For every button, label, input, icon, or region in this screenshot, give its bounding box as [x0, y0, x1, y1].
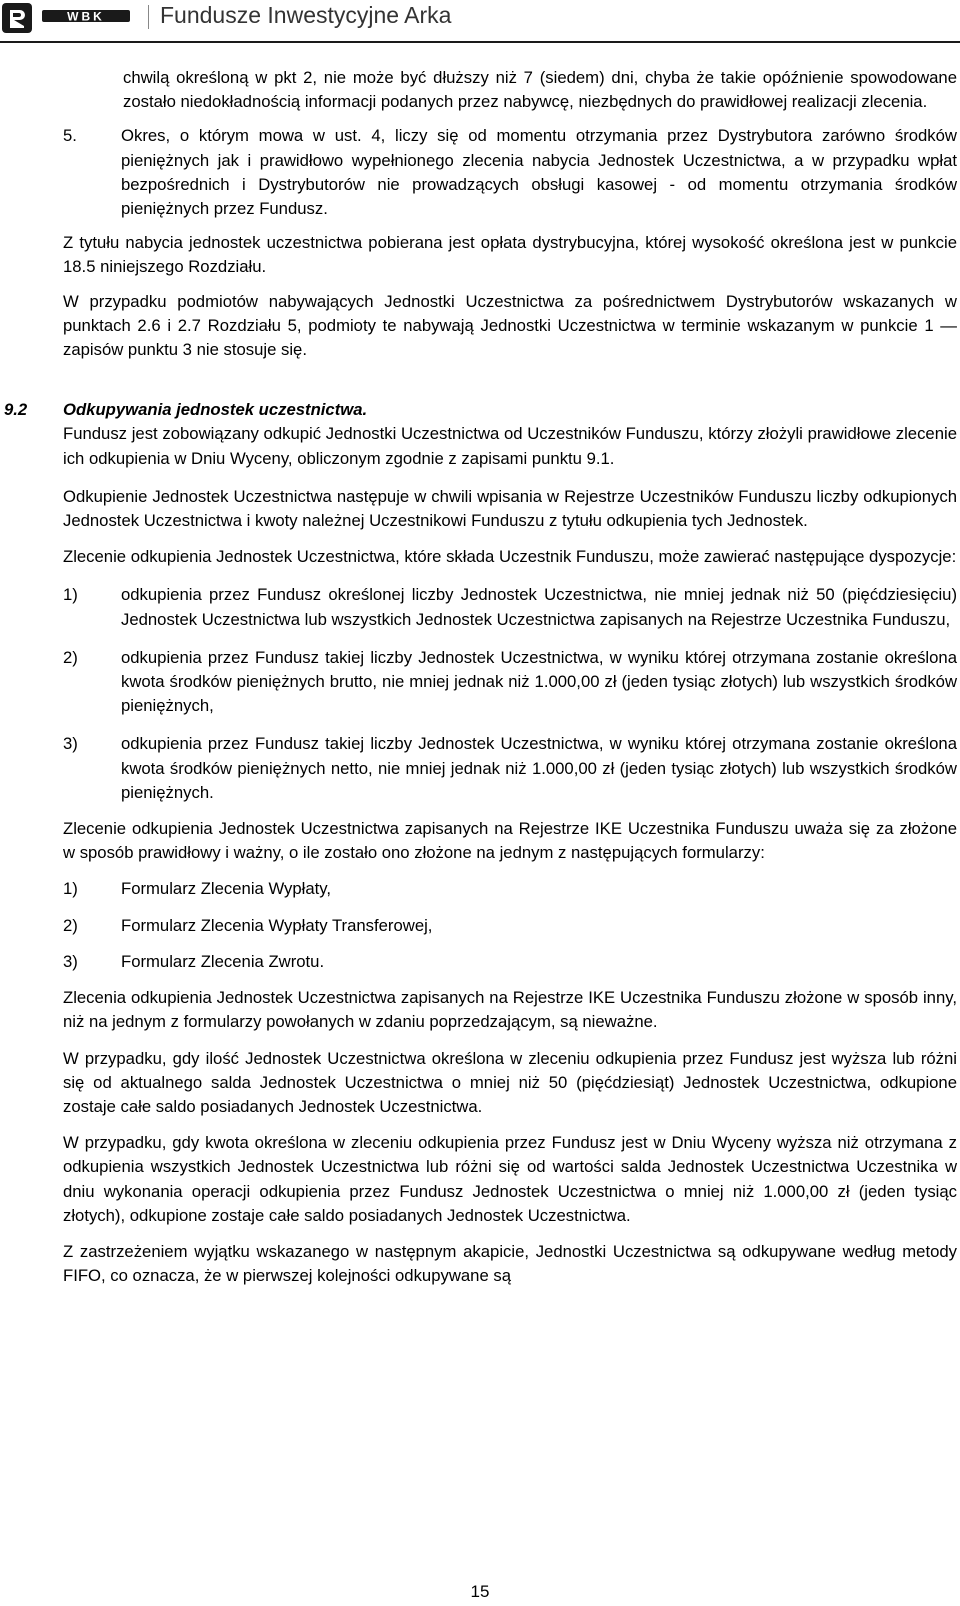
form-item: [63, 914, 957, 938]
paragraph-ike-invalid: Zlecenia odkupienia Jednostek Uczestnictwa zapisanych na Rejestrze IKE Uczestnika Funduszu złożone w sposób inny, niż na jednym z formularzy powołanych w zdaniu poprzedzającym, są nieważne.: [63, 988, 957, 1032]
item-number: 1): [63, 879, 78, 899]
disposition-item: [63, 732, 957, 805]
header-rule: [0, 41, 960, 43]
paragraph-ike-valid: Zlecenie odkupienia Jednostek Uczestnictwa zapisanych na Rejestrze IKE Uczestnika Funduszu uważa się za złożone w sposób prawidłowy i ważny, o ile zostało ono złożone na jednym z następujących formularzy:: [63, 819, 957, 863]
item-text: odkupienia przez Fundusz takiej liczby Jednostek Uczestnictwa, w wyniku której otrzymana zostanie określona kwota środków pieniężnych netto, nie mniej jednak niż 1.000,00 zł (jeden tysiąc złotych) lub wszystkich środków pieniężnych.: [121, 734, 957, 802]
numbered-item-5: [63, 124, 957, 221]
section-number: 9.2: [4, 400, 28, 420]
item-text: Okres, o którym mowa w ust. 4, liczy się od momentu otrzymania przez Dystrybutora zarówno środków pieniężnych jak i prawidłowo wypełnionego zlecenia nabycia Jednostek Uczestnictwa, a w przypadku wpłat bezpośrednich i Dystrybutorów nie prowadzących obsługi kasowej - od momentu otrzymania środków pieniężnych przez Fundusz.: [121, 126, 957, 219]
paragraph-obligation: Fundusz jest zobowiązany odkupić Jednostki Uczestnictwa od Uczestników Funduszu, którzy złożyli prawidłowe zlecenie ich odkupienia w Dniu Wyceny, obliczonym zgodnie z zapisami punktu 9.1.: [63, 424, 957, 468]
item-number: 2): [63, 915, 78, 935]
page-number: 15: [470, 1582, 490, 1601]
item-number: 5.: [63, 126, 77, 146]
document-body: [4, 66, 957, 1288]
paragraph-fee: Z tytułu nabycia jednostek uczestnictwa pobierana jest opłata dystrybucyjna, której wysokość określona jest w punkcie 18.5 niniejszego Rozdziału.: [63, 233, 957, 277]
paragraph-continuation: chwilą określoną w pkt 2, nie może być dłuższy niż 7 (siedem) dni, chyba że takie opóźnienie spowodowane zostało niedokładnością informacji podanych przez nabywcę, niezbędnych do prawidłowej realizacji zlecenia.: [123, 68, 957, 112]
page-header: [0, 0, 960, 42]
item-number: 2): [63, 647, 78, 667]
item-text: Formularz Zlecenia Wypłaty,: [121, 879, 332, 899]
item-number: 3): [63, 734, 78, 754]
paragraph-redemption: Odkupienie Jednostek Uczestnictwa następuje w chwili wpisania w Rejestrze Uczestników Funduszu liczby odkupionych Jednostek Uczestnictwa i kwoty należnej Uczestnikowi Funduszu z tytułu odkupienia tych Jednostek.: [63, 486, 957, 531]
brand-text: WBK: [67, 9, 105, 23]
paragraph-quantity: W przypadku, gdy ilość Jednostek Uczestnictwa określona w zleceniu odkupienia przez Fundusz jest wyższa lub różni się od aktualnego salda Jednostek Uczestnictwa o mniej niż 50 (pięćdziesiąt) Jednostek Uczestnictwa, odkupione zostaje całe saldo posiadanych Jednostek Uczestnictwa.: [63, 1048, 957, 1116]
section-heading: [4, 398, 957, 422]
section-title: Odkupywania jednostek uczestnictwa.: [63, 400, 368, 420]
bz-logo-icon: [2, 3, 32, 33]
item-text: odkupienia przez Fundusz takiej liczby Jednostek Uczestnictwa, w wyniku której otrzymana zostanie określona kwota środków pieniężnych brutto, nie mniej jednak niż 1.000,00 zł (jeden tysiąc złotych) lub wszystkich środków pieniężnych,: [121, 647, 957, 716]
paragraph-order: Zlecenie odkupienia Jednostek Uczestnictwa, które składa Uczestnik Funduszu, może zawierać następujące dyspozycje:: [63, 547, 957, 567]
item-text: Formularz Zlecenia Wypłaty Transferowej,: [121, 915, 433, 935]
wbk-logo: [42, 9, 130, 23]
paragraph-entities: W przypadku podmiotów nabywających Jednostki Uczestnictwa za pośrednictwem Dystrybutorów wskazanych w punktach 2.6 i 2.7 Rozdziału 5, podmioty te nabywają Jednostki Uczestnictwa w terminie wskazanym w punkcie 1 — zapisów punktu 3 nie stosuje się.: [63, 291, 957, 360]
item-text: odkupienia przez Fundusz określonej liczby Jednostek Uczestnictwa, nie mniej jednak niż 50 (pięćdziesięciu) Jednostek Uczestnictwa lub wszystkich Jednostek Uczestnictwa zapisanych na Rejestrze Uczestnika Funduszu,: [121, 585, 957, 629]
item-number: 1): [63, 585, 78, 605]
header-title: Fundusze Inwestycyjne Arka: [160, 2, 452, 28]
item-number: 3): [63, 951, 78, 971]
item-text: Formularz Zlecenia Zwrotu.: [121, 951, 325, 971]
disposition-item: [63, 646, 957, 719]
paragraph-amount: W przypadku, gdy kwota określona w zleceniu odkupienia przez Fundusz jest w Dniu Wyceny wyższa niż otrzymana z odkupienia wszystkich Jednostek Uczestnictwa lub różni się od wartości salda Jednostek Uczestnictwa Uczestnika w dniu wykonania operacji odkupienia przez Fundusz Jednostek Uczestnictwa o mniej niż 1.000,00 zł (jeden tysiąc złotych), odkupione zostaje całe saldo posiadanych Jednostek Uczestnictwa.: [63, 1133, 957, 1225]
form-item: [63, 877, 957, 901]
header-separator: [148, 5, 149, 29]
disposition-item: [63, 583, 957, 631]
form-item: [63, 950, 957, 974]
paragraph-fifo: Z zastrzeżeniem wyjątku wskazanego w następnym akapicie, Jednostki Uczestnictwa są odkupywane według metody FIFO, co oznacza, że w pierwszej kolejności odkupywane są: [63, 1241, 957, 1286]
